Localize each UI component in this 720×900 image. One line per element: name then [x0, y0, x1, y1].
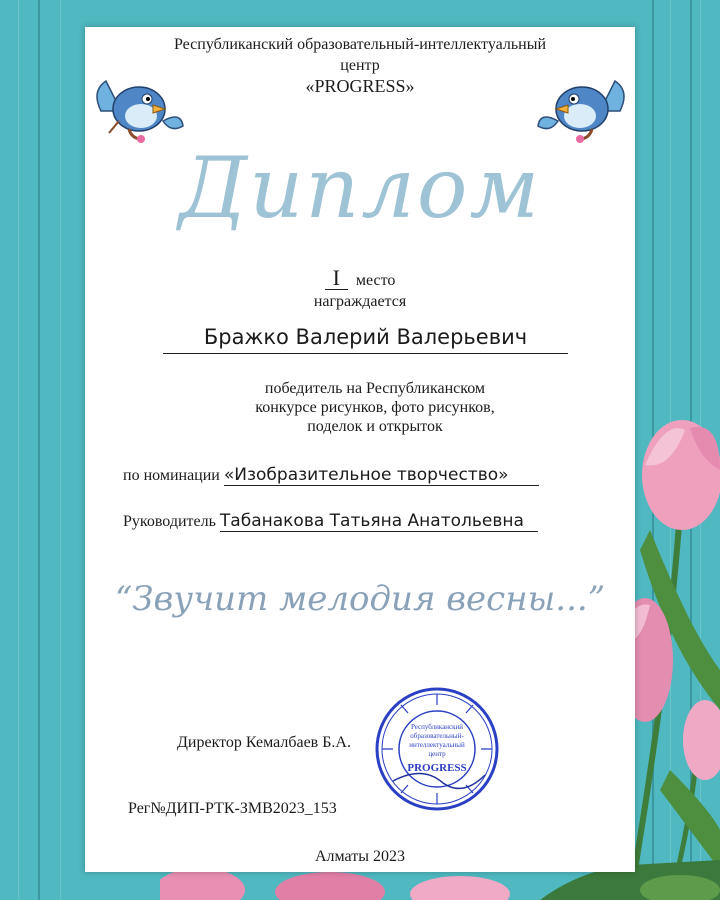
round-stamp	[373, 685, 501, 813]
winner-line-2: конкурсе рисунков, фото рисунков,	[255, 399, 495, 416]
winner-line-3: поделок и открыток	[307, 418, 443, 435]
bird-right-icon	[535, 71, 630, 146]
winner-description	[225, 379, 525, 436]
org-name-line-2: центр	[340, 57, 380, 74]
diploma-title: Диплом	[178, 139, 542, 237]
city-year: Алматы 2023	[315, 848, 405, 865]
org-name-line-1: Республиканский образовательный-интеллектуальный	[173, 36, 547, 53]
stamp-line-3: интеллектуальный	[409, 741, 465, 749]
nomination-row	[123, 465, 539, 486]
stamp-line-2: образовательный-	[410, 732, 464, 740]
stamp-line-1: Республиканский	[410, 723, 464, 731]
org-name-line-3: «PROGRESS»	[305, 76, 415, 96]
supervisor-row	[123, 511, 538, 532]
diploma-sheet	[85, 27, 635, 872]
stamp-line-4: центр	[428, 750, 446, 758]
motto: “Звучит мелодия весны...”	[114, 579, 606, 619]
bird-left-icon	[91, 71, 186, 146]
place-line	[85, 267, 635, 290]
stamp-brand: PROGRESS	[407, 762, 467, 774]
registration-number: Рег№ДИП-РТК-ЗМВ2023_153	[128, 800, 337, 817]
winner-line-1: победитель на Республиканском	[264, 380, 486, 397]
director-signature: Директор Кемалбаев Б.А.	[177, 734, 351, 751]
nomination-label: по номинации	[123, 467, 220, 484]
place-label: место	[355, 272, 396, 289]
recipient-name: Бражко Валерий Валерьевич	[163, 325, 568, 354]
nomination-value: «Изобразительное творчество»	[224, 465, 539, 486]
awarded-label: награждается	[313, 293, 407, 310]
place-number: I	[325, 267, 348, 290]
supervisor-label: Руководитель	[123, 513, 216, 530]
supervisor-value: Табанакова Татьяна Анатольевна	[220, 511, 538, 532]
